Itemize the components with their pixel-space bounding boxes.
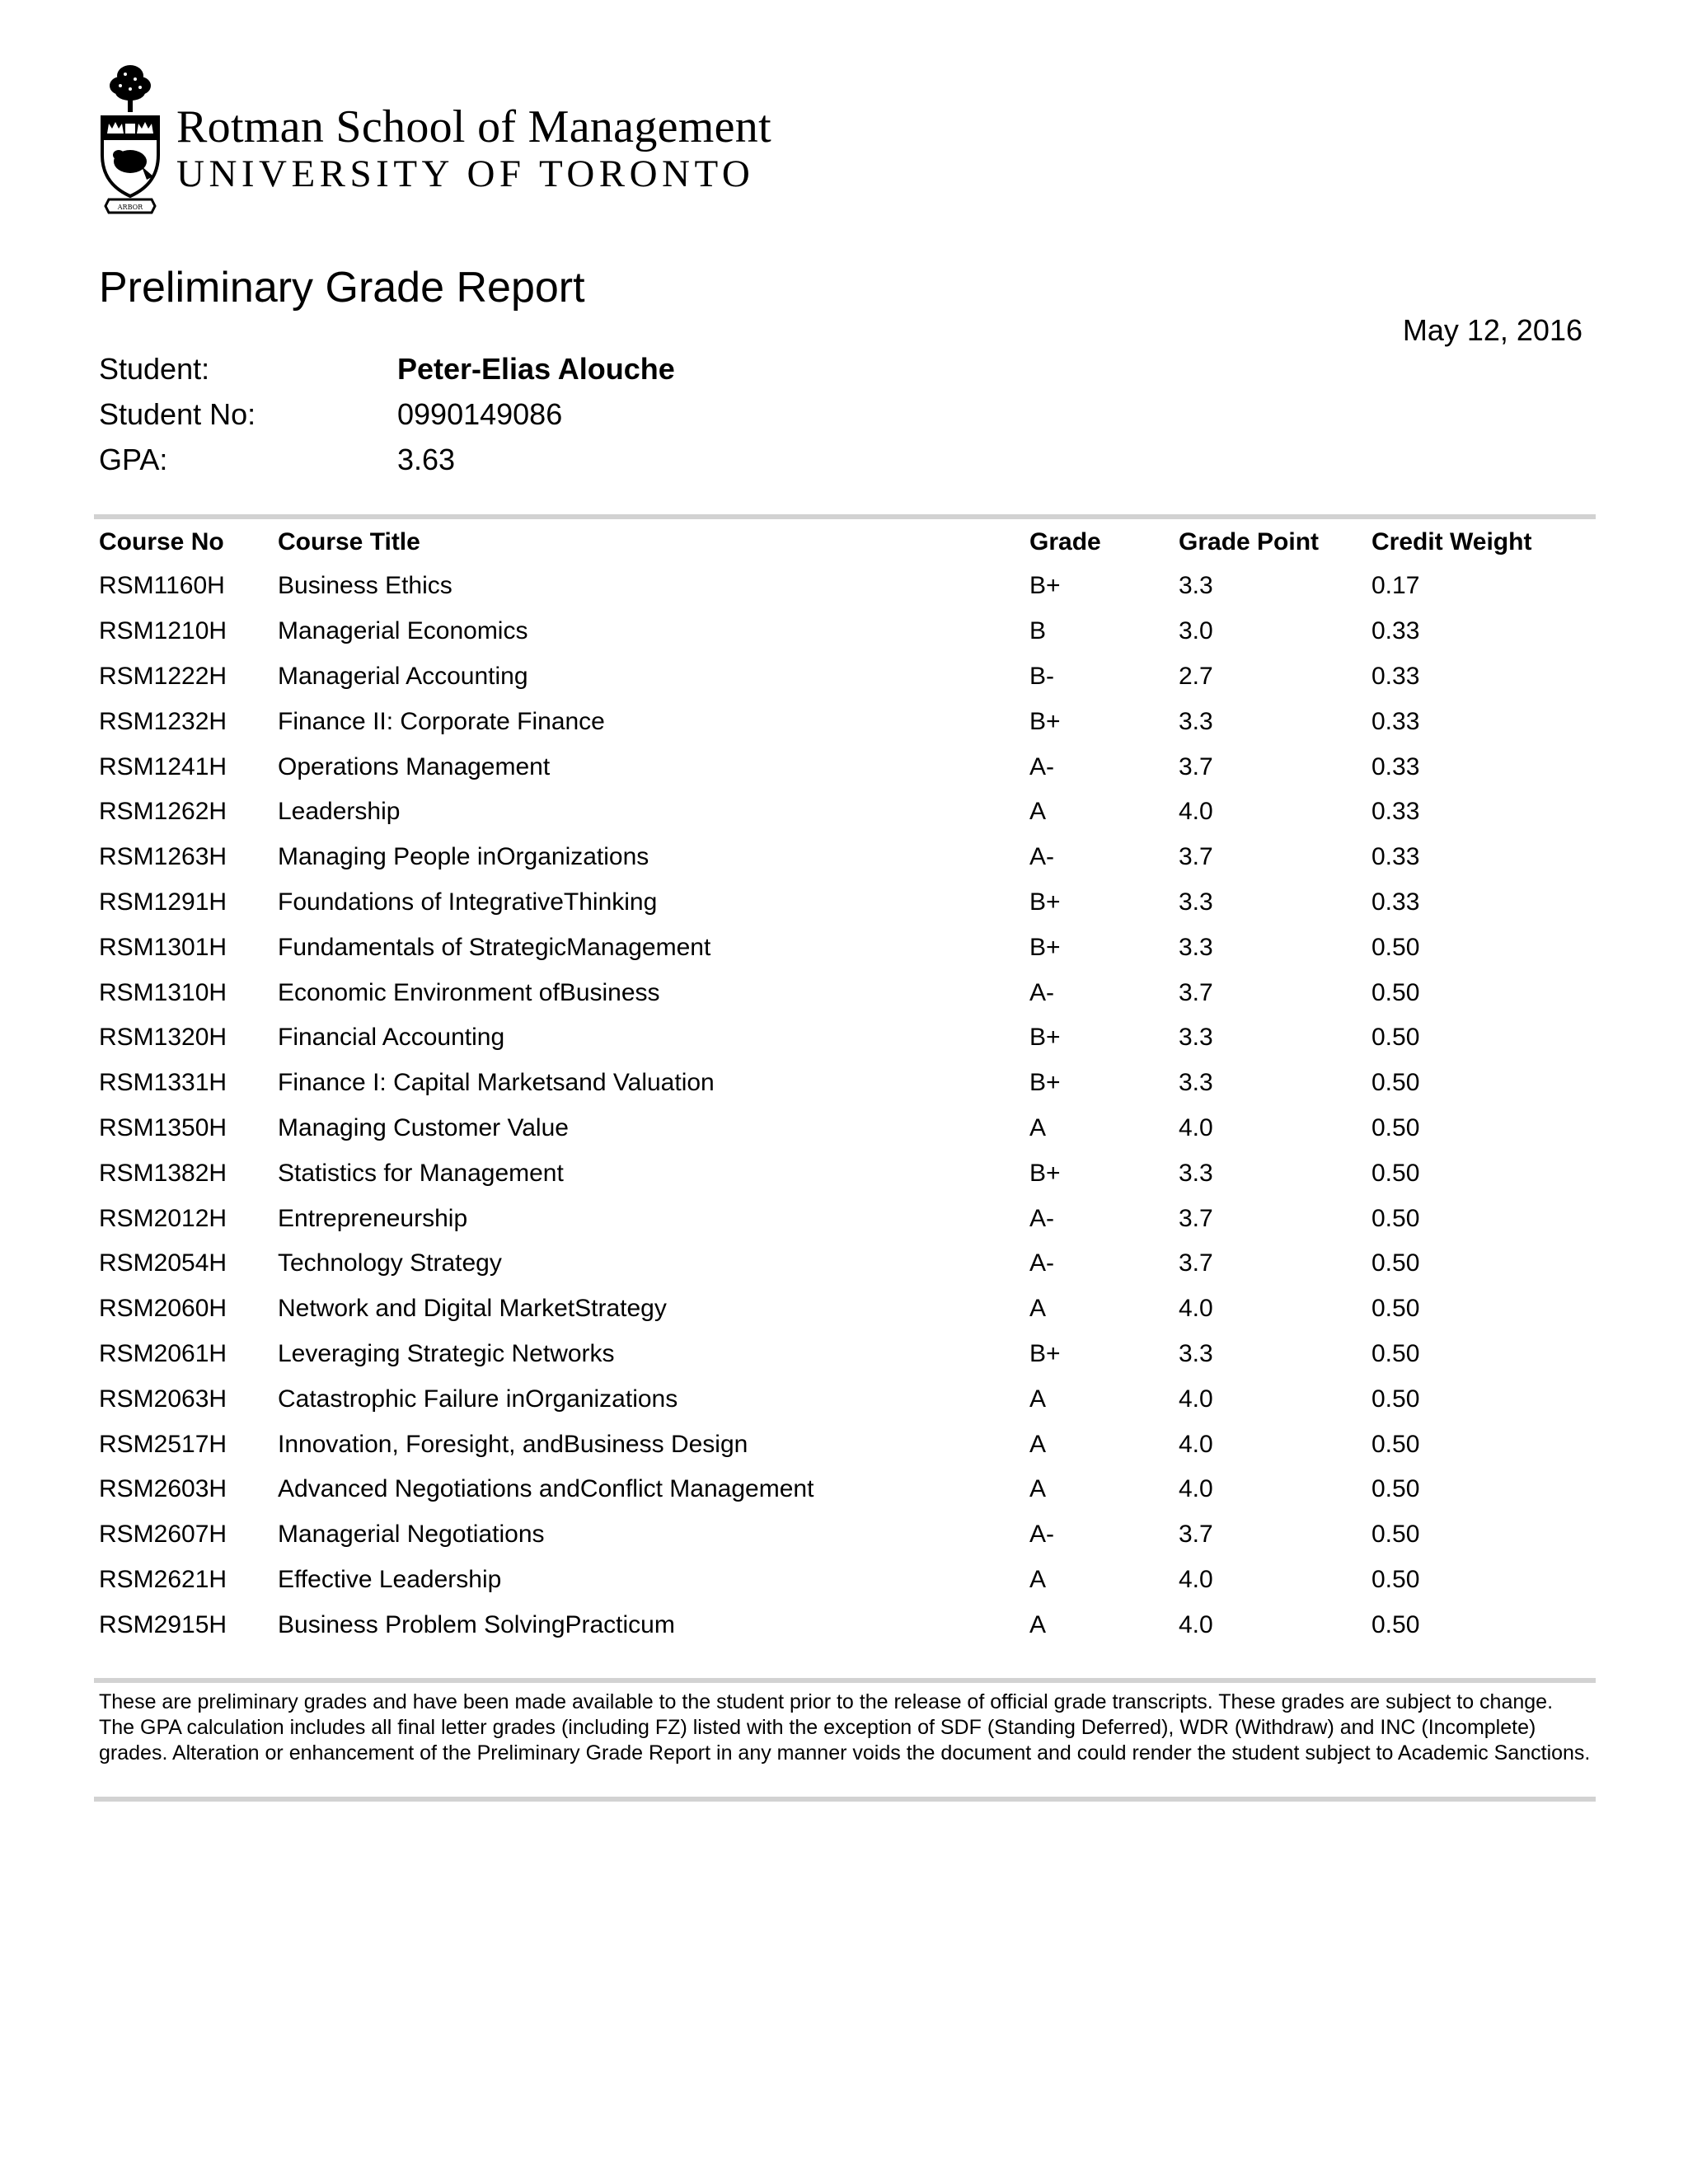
student-name-label: Student: xyxy=(99,352,210,386)
course-no-cell: RSM1263H xyxy=(99,843,227,871)
course-title-cell: Effective Leadership xyxy=(278,1565,502,1593)
table-row xyxy=(99,1241,1591,1286)
grade-point-cell: 3.3 xyxy=(1179,933,1213,961)
course-no-cell: RSM1310H xyxy=(99,978,227,1006)
grade-point-cell: 4.0 xyxy=(1179,1430,1213,1458)
grades-table xyxy=(99,521,1591,1647)
table-row xyxy=(99,1512,1591,1558)
grade-cell: A- xyxy=(1029,843,1054,871)
course-no-cell: RSM1210H xyxy=(99,617,227,645)
header-course-no: Course No xyxy=(99,528,224,555)
table-row xyxy=(99,1106,1591,1151)
table-row xyxy=(99,1286,1591,1332)
credit-weight-cell: 0.50 xyxy=(1372,1339,1420,1367)
credit-weight-cell: 0.50 xyxy=(1372,1475,1420,1503)
credit-weight-cell: 0.50 xyxy=(1372,1024,1420,1052)
course-no-cell: RSM1301H xyxy=(99,933,227,961)
grade-cell: B xyxy=(1029,617,1047,645)
table-row xyxy=(99,880,1591,926)
course-no-cell: RSM2607H xyxy=(99,1521,227,1549)
credit-weight-cell: 0.33 xyxy=(1372,662,1420,690)
gpa-label: GPA: xyxy=(99,443,168,476)
grade-cell: B+ xyxy=(1029,1339,1061,1367)
university-crest-icon xyxy=(97,58,163,216)
grade-cell: A- xyxy=(1029,978,1054,1006)
grade-cell: A- xyxy=(1029,1249,1054,1277)
table-row xyxy=(99,654,1591,700)
course-no-cell: RSM1160H xyxy=(99,572,225,600)
course-title-cell: Finance II: Corporate Finance xyxy=(278,707,605,735)
credit-weight-cell: 0.50 xyxy=(1372,1295,1420,1323)
course-title-cell: Managing Customer Value xyxy=(278,1113,569,1141)
table-row xyxy=(99,1467,1591,1512)
course-no-cell: RSM1350H xyxy=(99,1113,227,1141)
grade-cell: B+ xyxy=(1029,1069,1061,1097)
course-no-cell: RSM2054H xyxy=(99,1249,227,1277)
grade-cell: B+ xyxy=(1029,572,1061,600)
report-date: May 12, 2016 xyxy=(1402,313,1582,347)
gpa-value: 3.63 xyxy=(397,443,456,476)
course-title-cell: Financial Accounting xyxy=(278,1024,505,1052)
course-no-cell: RSM1222H xyxy=(99,662,227,690)
grade-point-cell: 4.0 xyxy=(1179,1385,1213,1413)
table-top-divider xyxy=(94,514,1596,519)
rotman-logo xyxy=(97,58,790,223)
course-title-cell: Business Ethics xyxy=(278,572,452,600)
table-row xyxy=(99,790,1591,835)
course-title-cell: Managerial Negotiations xyxy=(278,1521,545,1549)
credit-weight-cell: 0.17 xyxy=(1372,572,1420,600)
credit-weight-cell: 0.50 xyxy=(1372,1113,1420,1141)
course-no-cell: RSM2012H xyxy=(99,1204,227,1232)
student-number-label: Student No: xyxy=(99,397,256,431)
grade-point-cell: 3.3 xyxy=(1179,707,1213,735)
course-title-cell: Advanced Negotiations andConflict Management xyxy=(278,1475,814,1503)
table-row xyxy=(99,1602,1591,1647)
course-no-cell: RSM1262H xyxy=(99,798,227,826)
school-name: Rotman School of Management xyxy=(176,101,771,152)
course-title-cell: Managerial Economics xyxy=(278,617,528,645)
grade-point-cell: 3.7 xyxy=(1179,1204,1213,1232)
credit-weight-cell: 0.50 xyxy=(1372,978,1420,1006)
table-row xyxy=(99,699,1591,744)
table-row xyxy=(99,1376,1591,1422)
table-row xyxy=(99,1422,1591,1467)
course-no-cell: RSM2915H xyxy=(99,1610,227,1638)
header-grade: Grade xyxy=(1029,528,1101,555)
grade-cell: A xyxy=(1029,798,1047,826)
course-title-cell: Managerial Accounting xyxy=(278,662,528,690)
table-row xyxy=(99,970,1591,1015)
course-no-cell: RSM2621H xyxy=(99,1565,227,1593)
course-no-cell: RSM1382H xyxy=(99,1159,227,1187)
credit-weight-cell: 0.50 xyxy=(1372,1159,1420,1187)
grade-cell: A xyxy=(1029,1475,1047,1503)
credit-weight-cell: 0.50 xyxy=(1372,933,1420,961)
course-title-cell: Leadership xyxy=(278,798,401,826)
credit-weight-cell: 0.50 xyxy=(1372,1204,1420,1232)
table-bottom-divider xyxy=(94,1678,1596,1683)
disclaimer-text: These are preliminary grades and have been made available to the student prior to the release of official grade transcripts. These grades are subject to change. The GPA calculation includes all final letter grades (including FZ) listed with the exception of SDF (Standing Deferred), WDR (Withdraw) and INC (Incomplete) grades. Alteration or enhancement of the Preliminary Grade Report in any manner voids the document and could render the student subject to Academic Sanctions. xyxy=(99,1690,1591,1765)
credit-weight-cell: 0.50 xyxy=(1372,1249,1420,1277)
grade-point-cell: 4.0 xyxy=(1179,1113,1213,1141)
table-row xyxy=(99,835,1591,880)
grade-point-cell: 3.3 xyxy=(1179,1339,1213,1367)
course-no-cell: RSM2063H xyxy=(99,1385,227,1413)
grade-cell: B+ xyxy=(1029,1024,1061,1052)
course-no-cell: RSM1331H xyxy=(99,1069,227,1097)
grade-cell: A xyxy=(1029,1295,1047,1323)
university-name: UNIVERSITY OF TORONTO xyxy=(176,152,755,195)
course-title-cell: Leveraging Strategic Networks xyxy=(278,1339,615,1367)
grade-point-cell: 3.3 xyxy=(1179,572,1213,600)
table-row xyxy=(99,1196,1591,1241)
header-course-title: Course Title xyxy=(278,528,420,555)
table-row xyxy=(99,1558,1591,1603)
grade-cell: B+ xyxy=(1029,933,1061,961)
grade-cell: A xyxy=(1029,1565,1047,1593)
student-name-value: Peter-Elias Alouche xyxy=(397,352,675,386)
table-row xyxy=(99,1015,1591,1061)
crest-motto: ARBOR xyxy=(117,204,143,211)
table-row xyxy=(99,564,1591,609)
table-row xyxy=(99,1151,1591,1196)
course-title-cell: Operations Management xyxy=(278,752,551,780)
grade-cell: A xyxy=(1029,1430,1047,1458)
course-title-cell: Network and Digital MarketStrategy xyxy=(278,1295,667,1323)
page-title: Preliminary Grade Report xyxy=(99,264,585,312)
credit-weight-cell: 0.50 xyxy=(1372,1610,1420,1638)
credit-weight-cell: 0.33 xyxy=(1372,707,1420,735)
credit-weight-cell: 0.33 xyxy=(1372,843,1420,871)
table-row xyxy=(99,1332,1591,1377)
course-title-cell: Economic Environment ofBusiness xyxy=(278,978,660,1006)
credit-weight-cell: 0.33 xyxy=(1372,888,1420,916)
header-grade-point: Grade Point xyxy=(1179,528,1320,555)
course-no-cell: RSM1241H xyxy=(99,752,227,780)
grade-point-cell: 3.7 xyxy=(1179,843,1213,871)
grade-cell: B- xyxy=(1029,662,1054,690)
grade-point-cell: 3.0 xyxy=(1179,617,1213,645)
course-title-cell: Foundations of IntegrativeThinking xyxy=(278,888,658,916)
course-no-cell: RSM1291H xyxy=(99,888,227,916)
table-header-row xyxy=(99,521,1591,564)
course-title-cell: Statistics for Management xyxy=(278,1159,564,1187)
footnote-bottom-divider xyxy=(94,1797,1596,1802)
grade-point-cell: 3.7 xyxy=(1179,978,1213,1006)
header-credit-weight: Credit Weight xyxy=(1372,528,1532,555)
course-title-cell: Finance I: Capital Marketsand Valuation xyxy=(278,1069,715,1097)
course-title-cell: Business Problem SolvingPracticum xyxy=(278,1610,675,1638)
grade-cell: A- xyxy=(1029,752,1054,780)
credit-weight-cell: 0.33 xyxy=(1372,752,1420,780)
grade-cell: A xyxy=(1029,1113,1047,1141)
credit-weight-cell: 0.50 xyxy=(1372,1069,1420,1097)
grade-cell: A- xyxy=(1029,1204,1054,1232)
course-title-cell: Technology Strategy xyxy=(278,1249,502,1277)
course-no-cell: RSM2517H xyxy=(99,1430,227,1458)
course-no-cell: RSM1232H xyxy=(99,707,227,735)
grade-cell: A- xyxy=(1029,1521,1054,1549)
course-no-cell: RSM2603H xyxy=(99,1475,227,1503)
credit-weight-cell: 0.50 xyxy=(1372,1385,1420,1413)
course-title-cell: Managing People inOrganizations xyxy=(278,843,649,871)
grade-point-cell: 3.3 xyxy=(1179,1069,1213,1097)
grade-cell: A xyxy=(1029,1610,1047,1638)
course-title-cell: Innovation, Foresight, andBusiness Design xyxy=(278,1430,748,1458)
grade-point-cell: 3.3 xyxy=(1179,888,1213,916)
grade-point-cell: 3.7 xyxy=(1179,1521,1213,1549)
course-title-cell: Fundamentals of StrategicManagement xyxy=(278,933,711,961)
course-no-cell: RSM2061H xyxy=(99,1339,227,1367)
grade-cell: B+ xyxy=(1029,888,1061,916)
grades-table-body xyxy=(99,564,1591,1647)
grade-point-cell: 2.7 xyxy=(1179,662,1213,690)
credit-weight-cell: 0.50 xyxy=(1372,1430,1420,1458)
table-row xyxy=(99,925,1591,970)
grade-point-cell: 4.0 xyxy=(1179,1295,1213,1323)
grade-point-cell: 3.3 xyxy=(1179,1024,1213,1052)
grade-point-cell: 4.0 xyxy=(1179,1475,1213,1503)
student-number-value: 0990149086 xyxy=(397,397,563,431)
course-title-cell: Entrepreneurship xyxy=(278,1204,468,1232)
grade-cell: A xyxy=(1029,1385,1047,1413)
grade-point-cell: 4.0 xyxy=(1179,798,1213,826)
credit-weight-cell: 0.33 xyxy=(1372,798,1420,826)
credit-weight-cell: 0.50 xyxy=(1372,1521,1420,1549)
grade-point-cell: 3.3 xyxy=(1179,1159,1213,1187)
grade-point-cell: 4.0 xyxy=(1179,1610,1213,1638)
grade-point-cell: 3.7 xyxy=(1179,1249,1213,1277)
grade-cell: B+ xyxy=(1029,1159,1061,1187)
course-no-cell: RSM1320H xyxy=(99,1024,227,1052)
credit-weight-cell: 0.50 xyxy=(1372,1565,1420,1593)
credit-weight-cell: 0.33 xyxy=(1372,617,1420,645)
table-row xyxy=(99,744,1591,790)
course-title-cell: Catastrophic Failure inOrganizations xyxy=(278,1385,678,1413)
table-row xyxy=(99,1061,1591,1106)
grade-point-cell: 3.7 xyxy=(1179,752,1213,780)
course-no-cell: RSM2060H xyxy=(99,1295,227,1323)
grade-cell: B+ xyxy=(1029,707,1061,735)
table-row xyxy=(99,609,1591,654)
grade-point-cell: 4.0 xyxy=(1179,1565,1213,1593)
